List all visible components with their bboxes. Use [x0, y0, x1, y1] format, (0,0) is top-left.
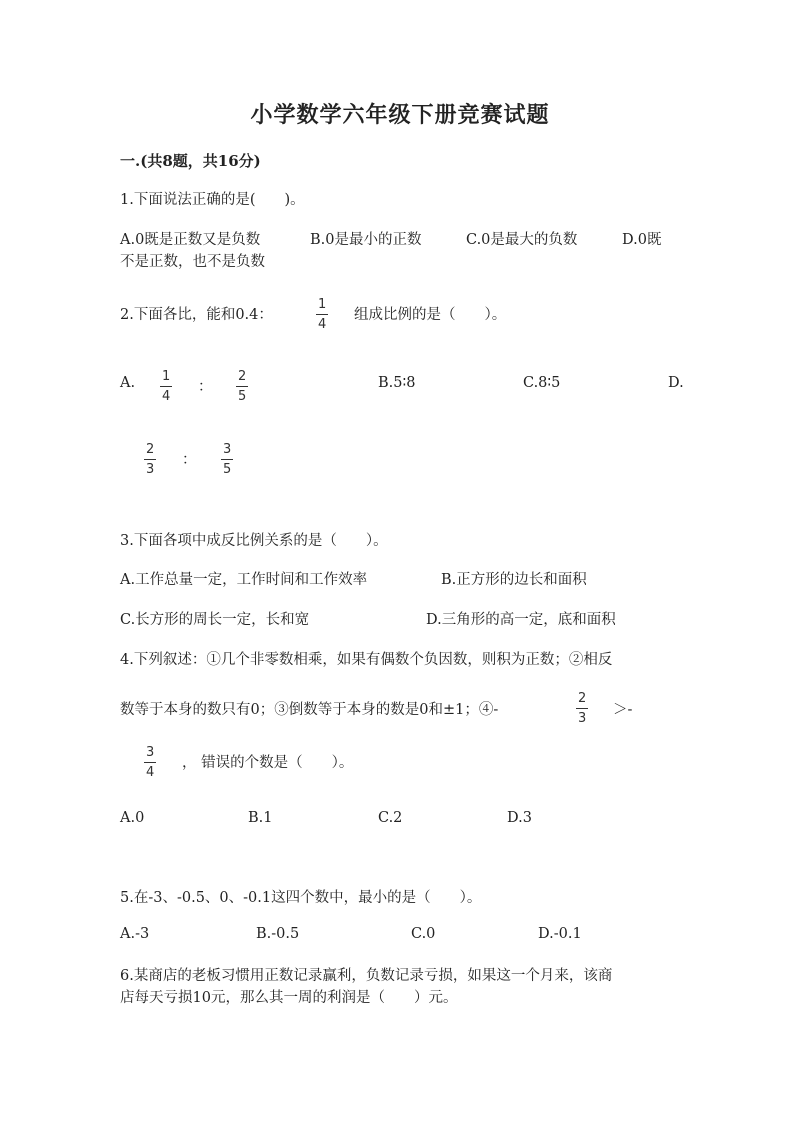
fraction — [144, 746, 156, 779]
question-4-option-a: A.0 — [120, 810, 145, 826]
question-3-option-a: A.工作总量一定，工作时间和工作效率 — [120, 572, 368, 588]
fraction-denominator: 3 — [576, 708, 588, 725]
question-3-option-c: C.长方形的周长一定，长和宽 — [120, 612, 310, 628]
question-6-line-2: 店每天亏损10元，那么其一周的利润是（ ）元。 — [120, 990, 458, 1006]
fraction-denominator: 5 — [236, 386, 248, 403]
question-4-option-b: B.1 — [248, 810, 273, 826]
fraction-numerator: 3 — [146, 745, 155, 760]
fraction-denominator: 4 — [144, 762, 156, 779]
question-6-line-1: 6.某商店的老板习惯用正数记录赢利，负数记录亏损，如果这一个月来，该商 — [120, 968, 613, 984]
question-1-option-b: B.0是最小的正数 — [310, 232, 422, 248]
ratio-colon: ： — [182, 452, 197, 468]
fraction — [236, 370, 248, 403]
fraction-numerator: 2 — [578, 691, 587, 706]
ratio-colon: ： — [198, 379, 213, 395]
section-heading: 一.(共8题，共16分) — [120, 152, 261, 170]
question-5-option-d: D.-0.1 — [538, 926, 582, 942]
fraction-denominator: 5 — [221, 459, 233, 476]
question-3-option-d: D.三角形的高一定，底和面积 — [426, 612, 616, 628]
fraction-denominator: 4 — [160, 386, 172, 403]
question-5-option-a: A.-3 — [120, 926, 150, 942]
fraction-denominator: 4 — [316, 314, 328, 331]
question-4-tail: ， 错误的个数是（ ）。 — [182, 755, 354, 771]
fraction-numerator: 3 — [223, 442, 232, 457]
question-2-option-c: C.8∶5 — [523, 375, 561, 391]
fraction-numerator: 2 — [146, 442, 155, 457]
question-2-option-d-label: D. — [668, 375, 684, 391]
fraction — [160, 370, 172, 403]
question-2-stem-start: 2.下面各比，能和0.4： — [120, 307, 273, 323]
fraction — [221, 443, 233, 476]
question-3-stem: 3.下面各项中成反比例关系的是（ ）。 — [120, 533, 388, 549]
fraction-numerator: 1 — [318, 297, 327, 312]
question-2-stem-end: 组成比例的是（ ）。 — [354, 307, 507, 323]
question-2-option-b: B.5∶8 — [378, 375, 416, 391]
question-5-option-b: B.-0.5 — [256, 926, 300, 942]
fraction-numerator: 2 — [238, 369, 247, 384]
question-4-option-d: D.3 — [507, 810, 532, 826]
question-5-option-c: C.0 — [411, 926, 436, 942]
question-4-option-c: C.2 — [378, 810, 403, 826]
fraction — [144, 443, 156, 476]
page-title: 小学数学六年级下册竞赛试题 — [250, 102, 550, 128]
fraction-denominator: 3 — [144, 459, 156, 476]
question-1-option-d-cont: 不是正数，也不是负数 — [120, 254, 265, 270]
question-1-stem: 1.下面说法正确的是( )。 — [120, 192, 305, 208]
fraction — [316, 298, 328, 331]
fraction — [576, 692, 588, 725]
question-1-option-d: D.0既 — [622, 232, 662, 248]
fraction-numerator: 1 — [162, 369, 171, 384]
question-4-line-2: 数等于本身的数只有0；③倒数等于本身的数是0和±1；④- — [120, 702, 499, 718]
question-3-option-b: B.正方形的边长和面积 — [441, 572, 587, 588]
question-4-line-1: 4.下列叙述：①几个非零数相乘，如果有偶数个负因数，则积为正数；②相反 — [120, 652, 613, 668]
question-2-option-a-label: A. — [120, 375, 136, 391]
question-4-greater-than: ＞- — [613, 702, 633, 718]
question-5-stem: 5.在-3、-0.5、0、-0.1这四个数中，最小的是（ ）。 — [120, 890, 482, 906]
question-1-option-c: C.0是最大的负数 — [466, 232, 578, 248]
question-1-option-a: A.0既是正数又是负数 — [120, 232, 261, 248]
